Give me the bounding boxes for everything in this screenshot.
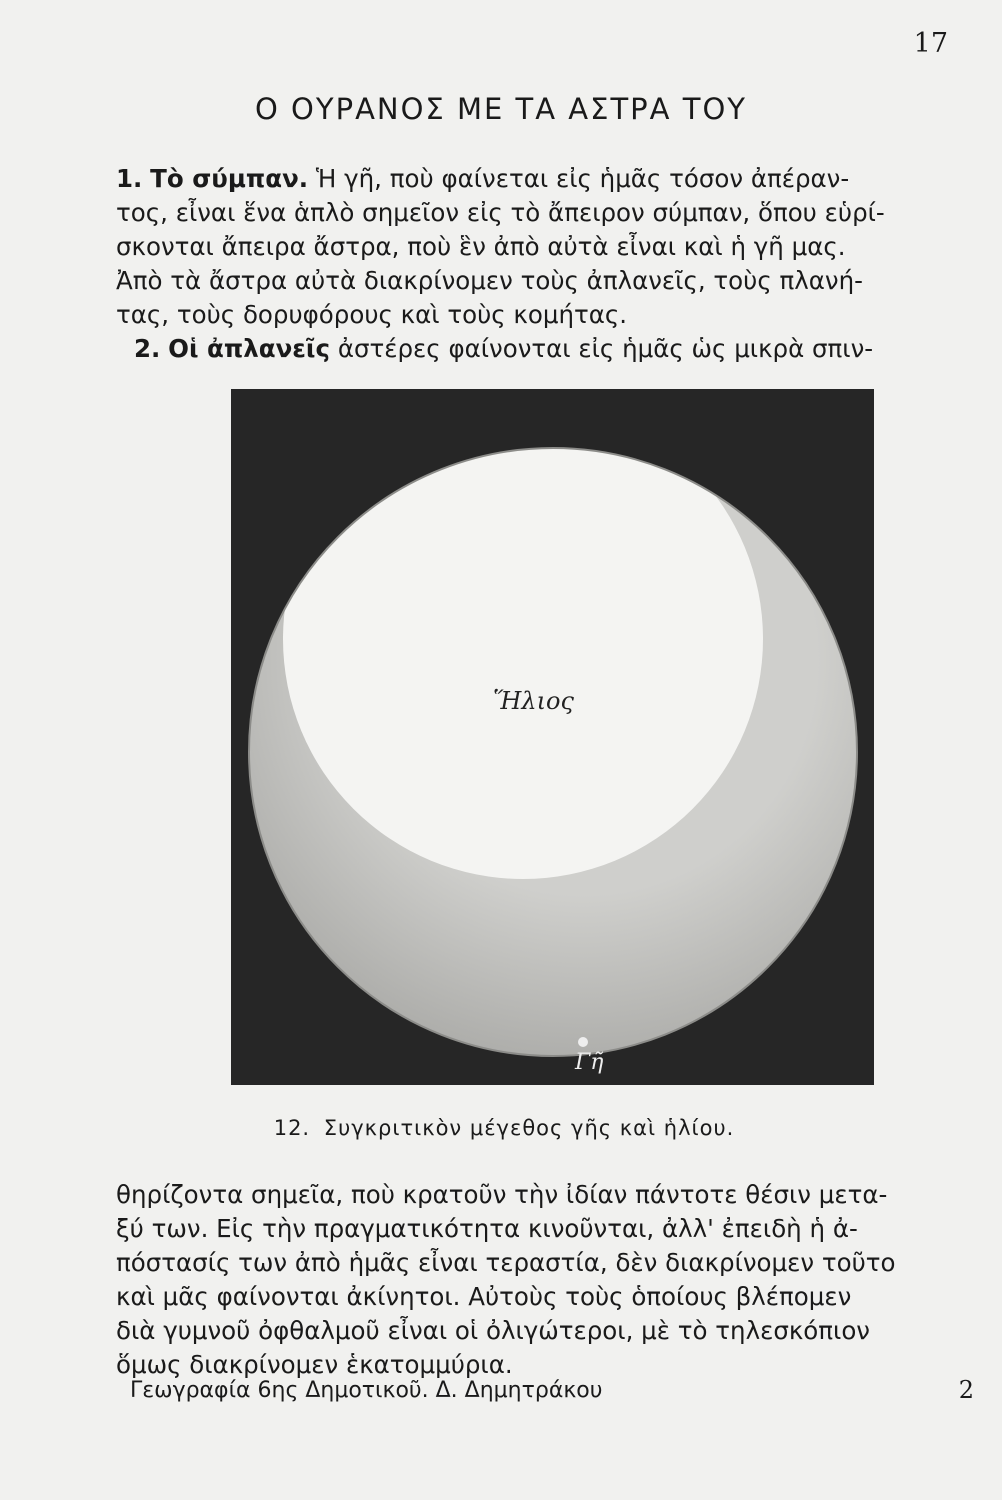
- sun-label: Ἥλιος: [493, 687, 574, 715]
- signature-number: 2: [958, 1376, 974, 1404]
- caption-text: Συγκριτικὸν μέγεθος γῆς καὶ ἡλίου.: [323, 1116, 735, 1140]
- section2-number: 2.: [134, 334, 161, 363]
- section2-line: ἀστέρες φαίνονται εἰς ἡμᾶς ὡς μικρὰ σπιν-: [337, 334, 874, 363]
- caption-number: 12.: [273, 1116, 311, 1140]
- section1-line: σκονται ἄπειρα ἄστρα, ποὺ ἓν ἀπὸ αὐτὰ εἶναι καὶ ἡ γῆ μας.: [116, 232, 846, 261]
- section1-first-line: [116, 162, 976, 196]
- section1-term: Τὸ σύμπαν.: [150, 164, 309, 193]
- earth-label: Γῆ: [575, 1050, 604, 1075]
- section1-line: Ἡ γῆ, ποὺ φαίνεται εἰς ἡμᾶς τόσον ἀπέραν-: [315, 164, 850, 193]
- section1-number: 1.: [116, 164, 143, 193]
- page-number: 17: [913, 28, 948, 59]
- section2-term: Οἱ ἀπλανεῖς: [168, 334, 331, 363]
- continuation-line: ξύ των. Εἰς τὴν πραγματικότητα κινοῦνται, ἀλλ' ἐπειδὴ ἡ ἀ-: [116, 1214, 858, 1243]
- section1-line: τας, τοὺς δορυφόρους καὶ τοὺς κομήτας.: [116, 300, 628, 329]
- section2-first-line: [116, 332, 976, 366]
- footer-title: Γεωγραφία 6ης Δημοτικοῦ. Δ. Δημητράκου: [130, 1378, 603, 1403]
- figure-illustration: [231, 389, 874, 1085]
- section1-line: τος, εἶναι ἕνα ἁπλὸ σημεῖον εἰς τὸ ἄπειρον σύμπαν, ὅπου εὑρί-: [116, 198, 885, 227]
- sun-earth-figure: [231, 389, 874, 1085]
- continuation-text: [116, 1178, 976, 1382]
- figure-caption: [0, 1116, 1002, 1140]
- continuation-line: ὅμως διακρίνομεν ἑκατομμύρια.: [116, 1350, 513, 1379]
- earth-dot: [578, 1037, 588, 1047]
- chapter-title: Ο ΟΥΡΑΝΟΣ ΜΕ ΤΑ ΑΣΤΡΑ ΤΟΥ: [255, 92, 747, 126]
- section1-line: Ἀπὸ τὰ ἄστρα αὐτὰ διακρίνομεν τοὺς ἀπλανεῖς, τοὺς πλανή-: [116, 266, 863, 295]
- intro-text: [116, 162, 976, 366]
- continuation-line: πόστασίς των ἀπὸ ἡμᾶς εἶναι τεραστία, δὲν διακρίνομεν τοῦτο: [116, 1248, 896, 1277]
- continuation-line: θηρίζοντα σημεῖα, ποὺ κρατοῦν τὴν ἰδίαν πάντοτε θέσιν μετα-: [116, 1180, 888, 1209]
- continuation-line: διὰ γυμνοῦ ὀφθαλμοῦ εἶναι οἱ ὀλιγώτεροι, μὲ τὸ τηλεσκόπιον: [116, 1316, 870, 1345]
- continuation-line: καὶ μᾶς φαίνονται ἀκίνητοι. Αὐτοὺς τοὺς ὁποίους βλέπομεν: [116, 1282, 852, 1311]
